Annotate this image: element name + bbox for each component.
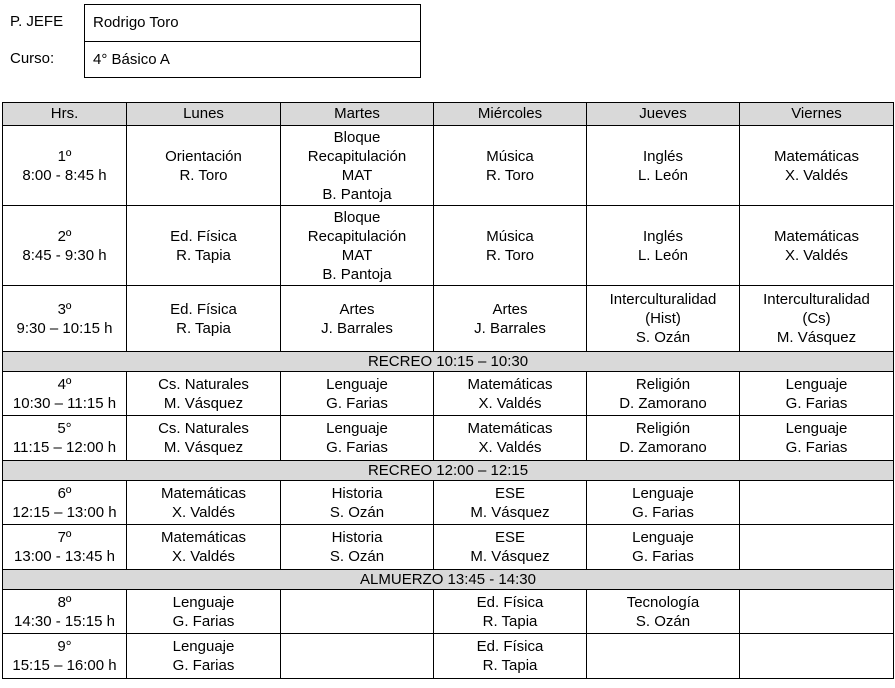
class-cell-thursday: [587, 590, 740, 634]
block-number: 2º: [57, 227, 72, 245]
class-cell-line: G. Farias: [326, 439, 388, 456]
block-number: 5°: [57, 420, 72, 437]
class-cell-line: Lenguaje: [785, 375, 848, 393]
class-cell-line: M. Vásquez: [163, 439, 244, 456]
class-cell-line: J. Barrales: [474, 319, 546, 337]
class-cell-line: Interculturalidad: [763, 291, 870, 308]
class-cell-line: MAT: [341, 166, 373, 184]
class-cell-line: R. Tapia: [482, 657, 538, 674]
class-cell-line: X. Valdés: [784, 246, 849, 264]
block-cell: [3, 206, 127, 286]
block-time: 10:30 – 11:15 h: [12, 394, 117, 412]
class-cell-wednesday: [434, 126, 587, 206]
block-time: 8:00 - 8:45 h: [22, 166, 107, 184]
class-cell-line: Matemáticas: [773, 147, 860, 165]
class-cell-line: G. Farias: [632, 548, 694, 565]
break-row: [3, 352, 894, 372]
class-cell-friday: [740, 634, 894, 679]
class-cell-tuesday: [281, 590, 434, 634]
class-cell-line: MAT: [341, 246, 373, 264]
class-cell-monday: [127, 481, 281, 525]
class-cell-line: Lenguaje: [326, 375, 388, 393]
class-row: [3, 590, 894, 634]
class-cell-line: Ed. Física: [476, 593, 544, 611]
header-friday: Viernes: [740, 103, 894, 126]
class-row: [3, 634, 894, 679]
class-row: [3, 286, 894, 352]
break-row: [3, 570, 894, 590]
class-cell-line: Inglés: [642, 227, 684, 245]
header-row: [3, 103, 894, 126]
block-time: 13:00 - 13:45 h: [14, 548, 115, 565]
class-cell-line: Matemáticas: [467, 420, 553, 437]
block-cell: [3, 590, 127, 634]
class-cell-tuesday: [281, 372, 434, 416]
class-cell-friday: [740, 206, 894, 286]
class-cell-line: Matemáticas: [467, 375, 553, 393]
class-cell-wednesday: [434, 481, 587, 525]
class-cell-line: (Cs): [802, 310, 831, 327]
class-cell-line: R. Toro: [485, 166, 535, 184]
class-cell-line: Lenguaje: [326, 420, 388, 437]
class-cell-line: Lenguaje: [632, 484, 694, 502]
class-cell-thursday: [587, 416, 740, 461]
class-cell-line: D. Zamorano: [619, 394, 707, 412]
class-cell-line: Bloque: [333, 208, 381, 226]
class-cell-monday: [127, 286, 281, 352]
class-cell-thursday: [587, 481, 740, 525]
class-cell-thursday: [587, 126, 740, 206]
class-cell-line: D. Zamorano: [619, 439, 707, 456]
class-cell-thursday: [587, 206, 740, 286]
class-cell-line: J. Barrales: [321, 319, 393, 337]
class-cell-line: Religión: [635, 375, 691, 393]
class-cell-wednesday: [434, 590, 587, 634]
class-cell-thursday: [587, 372, 740, 416]
class-cell-line: B. Pantoja: [322, 185, 392, 203]
class-row: [3, 206, 894, 286]
class-cell-monday: [127, 416, 281, 461]
class-cell-tuesday: [281, 126, 434, 206]
class-cell-line: Orientación: [165, 147, 242, 165]
class-cell-line: R. Toro: [485, 246, 535, 264]
class-cell-line: G. Farias: [785, 394, 848, 412]
class-cell-wednesday: [434, 206, 587, 286]
class-cell-monday: [127, 372, 281, 416]
block-number: 3º: [57, 300, 72, 318]
class-cell-line: Lenguaje: [785, 420, 848, 437]
class-cell-tuesday: [281, 525, 434, 570]
class-cell-line: Lenguaje: [172, 638, 235, 655]
class-cell-line: R. Tapia: [482, 612, 538, 630]
class-cell-line: R. Toro: [179, 166, 228, 184]
class-cell-wednesday: [434, 286, 587, 352]
block-number: 8º: [57, 593, 72, 611]
block-cell: [3, 481, 127, 525]
class-cell-monday: [127, 525, 281, 570]
block-time: 15:15 – 16:00 h: [12, 657, 117, 674]
class-row: [3, 481, 894, 525]
class-cell-wednesday: [434, 634, 587, 679]
class-cell-friday: [740, 126, 894, 206]
class-cell-line: ESE: [494, 529, 525, 546]
class-cell-line: Religión: [635, 420, 691, 437]
class-cell-line: G. Farias: [632, 503, 694, 521]
class-cell-thursday: [587, 525, 740, 570]
class-cell-line: M. Vásquez: [470, 548, 550, 565]
class-cell-tuesday: [281, 286, 434, 352]
class-cell-monday: [127, 126, 281, 206]
class-cell-thursday: [587, 634, 740, 679]
block-cell: [3, 525, 127, 570]
class-cell-line: X. Valdés: [171, 503, 236, 521]
class-row: [3, 126, 894, 206]
class-cell-line: G. Farias: [172, 612, 235, 630]
class-cell-line: L. León: [637, 166, 689, 184]
class-cell-line: Ed. Física: [476, 638, 544, 655]
class-cell-monday: [127, 590, 281, 634]
class-cell-line: Historia: [331, 529, 383, 546]
class-cell-line: Historia: [331, 484, 383, 502]
break-label: ALMUERZO 13:45 - 14:30: [3, 570, 894, 590]
class-cell-line: Tecnología: [626, 593, 700, 611]
class-cell-line: Ed. Física: [170, 227, 237, 245]
class-cell-line: ESE: [494, 484, 525, 502]
break-label: RECREO 10:15 – 10:30: [3, 352, 894, 372]
class-cell-line: M. Vásquez: [470, 503, 550, 521]
class-cell-line: B. Pantoja: [322, 265, 392, 283]
block-number: 6º: [57, 484, 72, 502]
class-cell-line: S. Ozán: [635, 329, 691, 346]
block-cell: [3, 286, 127, 352]
class-cell-line: (Hist): [645, 310, 681, 327]
class-cell-line: X. Valdés: [478, 394, 542, 412]
class-cell-friday: [740, 416, 894, 461]
teacher-value: Rodrigo Toro: [93, 14, 179, 31]
class-cell-line: X. Valdés: [784, 166, 849, 184]
break-label: RECREO 12:00 – 12:15: [3, 461, 894, 481]
class-cell-line: Lenguaje: [172, 593, 235, 611]
class-cell-tuesday: [281, 206, 434, 286]
block-number: 1º: [57, 147, 72, 165]
class-cell-line: Interculturalidad: [609, 291, 717, 308]
header-wednesday: Miércoles: [434, 103, 587, 126]
header-monday: Lunes: [127, 103, 281, 126]
class-cell-friday: [740, 590, 894, 634]
class-cell-line: S. Ozán: [635, 612, 691, 630]
block-number: 9°: [57, 638, 72, 655]
course-label: Curso:: [10, 50, 55, 67]
block-cell: [3, 372, 127, 416]
class-cell-line: Ed. Física: [170, 300, 237, 318]
class-cell-wednesday: [434, 372, 587, 416]
class-cell-wednesday: [434, 416, 587, 461]
block-cell: [3, 634, 127, 679]
class-cell-tuesday: [281, 481, 434, 525]
class-row: [3, 416, 894, 461]
class-cell-line: Matemáticas: [160, 529, 247, 546]
block-time: 9:30 – 10:15 h: [16, 319, 113, 337]
class-cell-line: S. Ozán: [329, 548, 385, 565]
teacher-label: P. JEFE: [10, 13, 64, 30]
class-cell-friday: [740, 481, 894, 525]
course-value: 4° Básico A: [85, 41, 420, 77]
class-cell-line: Artes: [492, 300, 528, 318]
class-cell-line: S. Ozán: [329, 503, 385, 521]
class-cell-line: G. Farias: [326, 394, 388, 412]
class-cell-monday: [127, 206, 281, 286]
class-cell-tuesday: [281, 416, 434, 461]
block-time: 11:15 – 12:00 h: [12, 439, 117, 456]
class-cell-monday: [127, 634, 281, 679]
info-box: [84, 4, 421, 78]
class-cell-line: Matemáticas: [160, 484, 247, 502]
class-cell-line: Cs. Naturales: [158, 375, 249, 393]
class-cell-line: M. Vásquez: [163, 394, 244, 412]
class-cell-line: L. León: [637, 246, 689, 264]
class-cell-friday: [740, 525, 894, 570]
class-cell-line: Recapitulación: [307, 147, 407, 165]
class-cell-line: G. Farias: [172, 657, 235, 674]
class-cell-line: Música: [486, 147, 534, 165]
break-row: [3, 461, 894, 481]
block-number: 4º: [57, 375, 72, 393]
class-cell-line: X. Valdés: [171, 548, 236, 565]
class-row: [3, 372, 894, 416]
class-cell-line: Bloque: [333, 128, 381, 146]
block-cell: [3, 126, 127, 206]
class-cell-line: M. Vásquez: [776, 329, 857, 346]
class-cell-thursday: [587, 286, 740, 352]
class-cell-tuesday: [281, 634, 434, 679]
block-number: 7º: [57, 529, 72, 546]
class-cell-line: X. Valdés: [478, 439, 542, 456]
class-cell-line: Música: [486, 227, 534, 245]
class-cell-friday: [740, 372, 894, 416]
class-cell-line: R. Tapia: [176, 246, 231, 264]
class-cell-line: Inglés: [642, 147, 684, 165]
class-cell-wednesday: [434, 525, 587, 570]
class-cell-line: Artes: [339, 300, 375, 318]
block-cell: [3, 416, 127, 461]
block-time: 8:45 - 9:30 h: [22, 246, 107, 264]
class-cell-line: G. Farias: [785, 439, 848, 456]
class-cell-friday: [740, 286, 894, 352]
class-row: [3, 525, 894, 570]
header-tuesday: Martes: [281, 103, 434, 126]
class-cell-line: R. Tapia: [176, 319, 231, 337]
header-thursday: Jueves: [587, 103, 740, 126]
class-cell-line: Recapitulación: [307, 227, 407, 245]
class-cell-line: Cs. Naturales: [158, 420, 249, 437]
block-time: 14:30 - 15:15 h: [14, 612, 115, 630]
header-hours: Hrs.: [3, 103, 127, 126]
class-cell-line: Lenguaje: [632, 529, 694, 546]
schedule-body: [3, 126, 894, 679]
block-time: 12:15 – 13:00 h: [12, 503, 117, 521]
schedule-table: [2, 102, 894, 679]
class-cell-line: Matemáticas: [773, 227, 860, 245]
